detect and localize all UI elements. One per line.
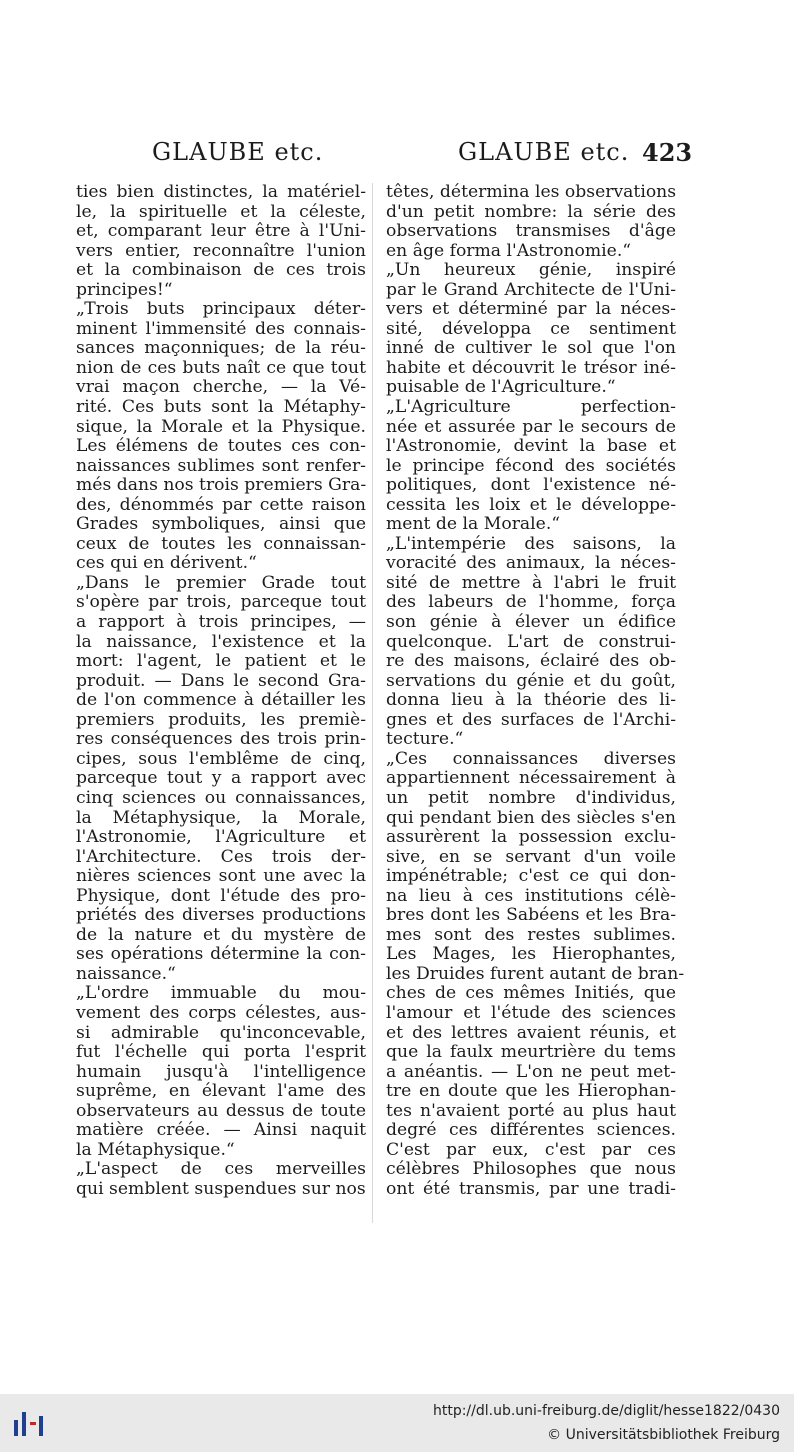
text-line: d'un petit nombre: la série des [386,201,676,222]
text-line: mes sont des restes sublimes. [386,924,676,945]
text-column-right [386,182,685,1199]
text-line: qui pendant bien des siècles s'en [386,807,676,828]
text-line: sique, la Morale et la Physique. [76,416,366,437]
text-line: et, comparant leur être à l'Uni- [76,221,366,242]
text-column-left [76,183,366,1199]
text-line: priétés des diverses productions [76,905,366,926]
text-line: més dans nos trois premiers Gra- [76,475,367,496]
ub-freiburg-logo-icon[interactable] [12,1406,48,1442]
text-line: la Métaphysique.“ [76,1139,235,1160]
text-line: et des lettres avaient réunis, et [386,1022,676,1043]
text-line: ceux de toutes les connaissan- [76,533,366,554]
text-line: humain jusqu'à l'intelligence [76,1061,366,1082]
text-line: ont été transmis, par une tradi- [386,1178,676,1199]
header-title-right: GLAUBE etc. [458,138,630,166]
text-line: „L'intempérie des saisons, la [386,533,676,554]
text-line: impénétrable; c'est ce qui don- [386,866,676,887]
text-line: „L'ordre immuable du mou- [76,983,366,1004]
text-line: têtes, détermina les observations [386,182,677,202]
text-line: principes!“ [76,279,173,300]
text-line: la Métaphysique, la Morale, [76,807,366,828]
text-line: un petit nombre d'individus, [386,787,676,808]
text-line: des, dénommés par cette raison [76,494,366,515]
text-line: l'amour et l'étude des sciences [386,1002,676,1023]
text-line: sité, développa ce sentiment [386,318,676,339]
copyright-notice: © Universitätsbibliothek Freiburg [547,1427,780,1443]
text-line: de l'on commence à détailler les [76,690,366,711]
page-number: 423 [642,138,693,167]
viewer-footer [0,1394,794,1452]
text-line: „L'aspect de ces merveilles [76,1159,366,1180]
text-line: „L'Agriculture perfection- [386,397,676,418]
text-line: son génie à élever un édifice [386,612,676,633]
text-line: Grades symboliques, ainsi que [76,514,366,535]
text-line: sances maçonniques; de la réu- [76,338,366,359]
text-line: vers et déterminé par la néces- [386,299,676,320]
text-line: ces qui en dérivent.“ [76,553,257,574]
text-line: habite et découvrit le trésor iné- [386,357,676,378]
text-line: „Un heureux génie, inspiré [386,260,676,281]
text-line: l'Astronomie, l'Agriculture et [76,827,366,848]
text-line: puisable de l'Agriculture.“ [386,377,616,398]
text-line: „Dans le premier Grade tout [76,572,366,593]
text-line: vement des corps célestes, aus- [76,1002,366,1023]
text-line: „Trois buts principaux déter- [76,299,366,320]
text-line: l'Architecture. Ces trois der- [76,846,366,867]
text-line: ches de ces mêmes Initiés, que [386,983,676,1004]
text-line: vers entier, reconnaître l'union [76,240,366,261]
text-line: cinq sciences ou connaissances, [76,787,366,808]
text-line: par le Grand Architecte de l'Uni- [386,279,676,300]
text-line: cessita les loix et le développe- [386,494,676,515]
text-line: politiques, dont l'existence né- [386,475,676,496]
text-line: a rapport à trois principes, — [76,612,366,633]
text-line: Physique, dont l'étude des pro- [76,885,366,906]
text-line: nières sciences sont une avec la [76,866,366,887]
text-line: née et assurée par le secours de [386,416,676,437]
text-line: rité. Ces buts sont la Métaphy- [76,397,366,418]
text-line: voracité des animaux, la néces- [386,553,676,574]
text-line: assurèrent la possession exclu- [386,827,676,848]
text-line: tes n'avaient porté au plus haut [386,1100,676,1121]
text-line: naissances sublimes sont renfer- [76,455,366,476]
text-line: ment de la Morale.“ [386,514,561,535]
text-line: na lieu à ces institutions célè- [386,885,676,906]
text-line: tre en doute que les Hierophan- [386,1081,676,1102]
text-line: ses opérations détermine la con- [76,944,366,965]
text-line: l'Astronomie, devint la base et [386,436,676,457]
text-line: „Ces connaissances diverses [386,748,676,769]
text-line: s'opère par trois, parceque tout [76,592,366,613]
text-line: servations du génie et du goût, [386,670,676,691]
text-line: minent l'immensité des connais- [76,318,366,339]
text-line: des labeurs de l'homme, força [386,592,676,613]
text-line: appartiennent nécessairement à [386,768,676,789]
text-line: fut l'échelle qui porta l'esprit [76,1042,366,1063]
text-line: donna lieu à la théorie des li- [386,690,676,711]
text-line: mort: l'agent, le patient et le [76,651,366,672]
text-line: tecture.“ [386,729,464,750]
text-line: qui semblent suspendues sur nos [76,1178,366,1199]
text-line: ties bien distinctes, la matériel- [76,182,366,202]
text-line: observateurs au dessus de toute [76,1100,366,1121]
running-header [0,138,794,172]
text-line: C'est par eux, c'est par ces [386,1139,676,1160]
text-line: inné de cultiver le sol que l'on [386,338,676,359]
text-line: nion de ces buts naît ce que tout [76,357,366,378]
text-line: le principe fécond des sociétés [386,455,676,476]
text-line: premiers produits, les premiè- [76,709,366,730]
text-line: re des maisons, éclairé des ob- [386,651,676,672]
text-line: naissance.“ [76,963,176,984]
text-line: a anéantis. — L'on ne peut met- [386,1061,676,1082]
text-line: les Druides furent autant de bran- [386,963,685,984]
text-line: degré ces différentes sciences. [386,1120,676,1141]
text-line: bres dont les Sabéens et les Bra- [386,905,676,926]
text-line: le, la spirituelle et la céleste, [76,201,366,222]
text-line: matière créée. — Ainsi naquit [76,1120,366,1141]
text-line: vrai maçon cherche, — la Vé- [76,377,366,398]
text-line: observations transmises d'âge [386,221,676,242]
text-line: en âge forma l'Astronomie.“ [386,240,632,261]
text-line: la naissance, l'existence et la [76,631,366,652]
text-line: parceque tout y a rapport avec [76,768,366,789]
text-line: célèbres Philosophes que nous [386,1159,676,1180]
text-line: que la faulx meurtrière du tems [386,1042,676,1063]
text-line: Les Mages, les Hierophantes, [386,944,676,965]
text-line: et la combinaison de ces trois [76,260,366,281]
permalink-url[interactable]: http://dl.ub.uni-freiburg.de/diglit/hesse1822/0430 [432,1403,780,1419]
text-line: res conséquences des trois prin- [76,729,366,750]
text-line: cipes, sous l'emblême de cinq, [76,748,366,769]
text-line: de la nature et du mystère de [76,924,366,945]
header-title-left: GLAUBE etc. [152,138,324,166]
text-line: quelconque. L'art de construi- [386,631,676,652]
column-divider [372,183,373,1223]
text-line: si admirable qu'inconcevable, [76,1022,366,1043]
text-line: produit. — Dans le second Gra- [76,670,366,691]
text-line: sité de mettre à l'abri le fruit [386,572,676,593]
text-line: gnes et des surfaces de l'Archi- [386,709,676,730]
text-line: suprême, en élevant l'ame des [76,1081,366,1102]
text-line: Les élémens de toutes ces con- [76,436,366,457]
text-line: sive, en se servant d'un voile [386,846,676,867]
